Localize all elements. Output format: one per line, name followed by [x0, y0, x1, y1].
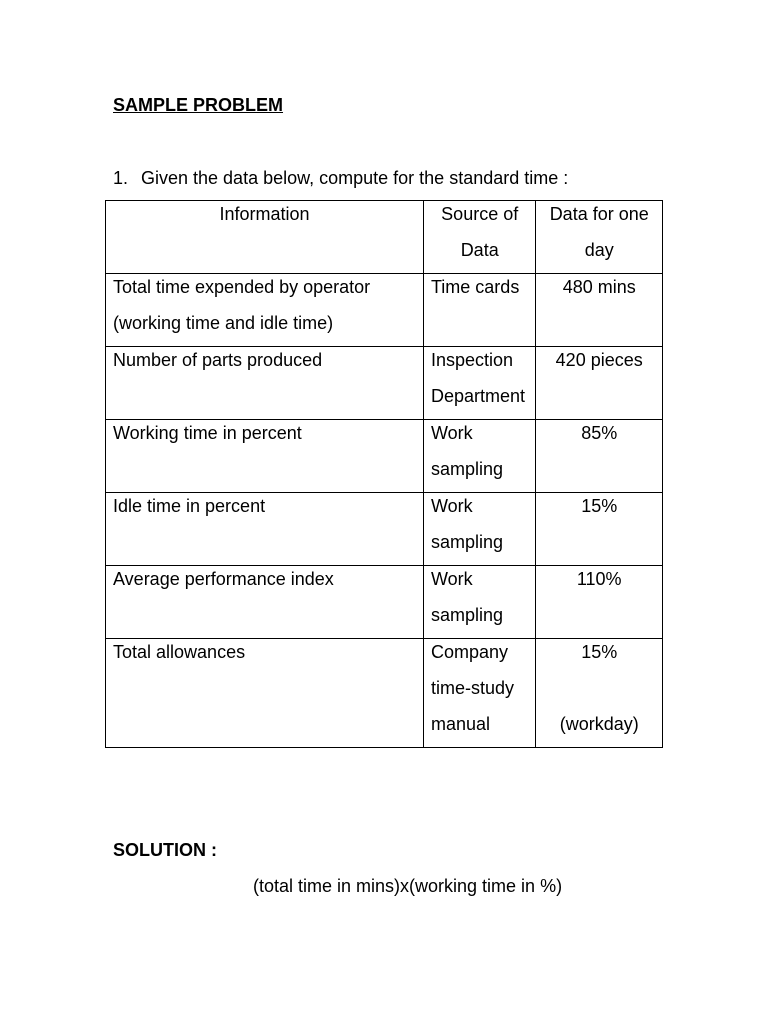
cell-data: 110% [536, 566, 663, 639]
cell-data: 480 mins [536, 274, 663, 347]
table-row [106, 420, 663, 493]
table-row [106, 639, 663, 748]
cell-source: Time cards [423, 274, 535, 347]
cell-source: Company time-study manual [423, 639, 535, 748]
header-information: Information [106, 201, 424, 274]
cell-source: Work sampling [423, 566, 535, 639]
cell-data: 85% [536, 420, 663, 493]
cell-source: Inspection Department [423, 347, 535, 420]
cell-data [536, 639, 663, 748]
question-text [113, 166, 568, 190]
cell-information: Idle time in percent [106, 493, 424, 566]
cell-data: 15% [536, 493, 663, 566]
cell-information: Average performance index [106, 566, 424, 639]
table-row [106, 274, 663, 347]
cell-data-spacer [543, 670, 655, 706]
table-row [106, 566, 663, 639]
cell-information: Total time expended by operator (working time and idle time) [106, 274, 424, 347]
cell-data: 420 pieces [536, 347, 663, 420]
cell-information: Working time in percent [106, 420, 424, 493]
question-number: 1. [113, 168, 129, 188]
table-row [106, 493, 663, 566]
cell-information: Number of parts produced [106, 347, 424, 420]
cell-source: Work sampling [423, 420, 535, 493]
cell-information: Total allowances [106, 639, 424, 748]
header-data: Data for one day [536, 201, 663, 274]
cell-data-value: 15% [581, 642, 618, 662]
header-source: Source of Data [423, 201, 535, 274]
question-body: Given the data below, compute for the standard time : [141, 168, 569, 188]
data-table [105, 200, 663, 748]
cell-data-note: (workday) [559, 714, 639, 734]
table-row [106, 347, 663, 420]
table-header-row [106, 201, 663, 274]
page-title: SAMPLE PROBLEM [113, 95, 284, 115]
solution-label: SOLUTION : [113, 840, 217, 860]
solution-formula: (total time in mins)x(working time in %) [253, 876, 563, 896]
cell-source: Work sampling [423, 493, 535, 566]
